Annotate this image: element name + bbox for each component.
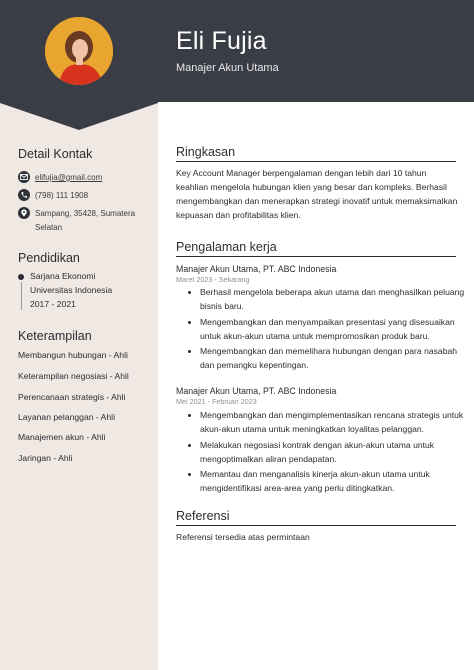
- education-bullet-dot: [18, 274, 24, 280]
- skill-item: Jaringan - Ahli: [18, 453, 73, 463]
- email-link[interactable]: elifujia@gmail.com: [35, 173, 103, 182]
- phone-icon: [18, 189, 30, 201]
- job-title: Manajer Akun Utama, PT. ABC Indonesia: [176, 264, 337, 274]
- education-years: 2017 - 2021: [30, 299, 76, 309]
- person-role: Manajer Akun Utama: [176, 62, 279, 74]
- job-bullet: • Melakukan negosiasi kontrak dengan akun-akun utama untuk mengoptimalkan aliran pendapatan.: [200, 438, 472, 466]
- summary-heading: Ringkasan: [176, 145, 456, 162]
- job-bullet: • Memantau dan menganalisis kinerja akun-akun utama untuk mengidentifikasi area-area yang perlu ditingkatkan.: [200, 467, 472, 495]
- person-name: Eli Fujia: [176, 27, 267, 55]
- phone-number: (798) 111 1908: [35, 191, 89, 200]
- job-bullet: • Mengembangkan dan memelihara hubungan dengan para nasabah dan pemangku kepentingan.: [200, 344, 472, 372]
- job-date: Mei 2021 - Februari 2023: [176, 397, 257, 406]
- address-text: Sampang, 35428, Sumatera Selatan: [35, 209, 136, 232]
- education-timeline-line: [21, 282, 22, 310]
- skills-heading: Keterampilan: [18, 329, 92, 343]
- email-icon: [18, 171, 30, 183]
- education-heading: Pendidikan: [18, 251, 80, 265]
- job-bullets: [186, 408, 472, 497]
- experience-heading: Pengalaman kerja: [176, 240, 456, 257]
- job-bullets: [186, 285, 472, 374]
- contact-heading: Detail Kontak: [18, 147, 93, 161]
- job-title: Manajer Akun Utama, PT. ABC Indonesia: [176, 386, 337, 396]
- skill-item: Perencanaan strategis - Ahli: [18, 392, 126, 402]
- sidebar-panel: [0, 102, 158, 670]
- location-pin-icon: [18, 207, 30, 219]
- education-degree: Sarjana Ekonomi: [30, 271, 96, 281]
- job-date: Maret 2023 - Sekarang: [176, 275, 250, 284]
- header-chevron: [0, 101, 158, 131]
- references-text: Referensi tersedia atas permintaan: [176, 532, 310, 542]
- summary-text: Key Account Manager berpengalaman dengan lebih dari 10 tahun keahlian mengelola hubungan klien yang besar dan kompleks. Berhasil mengembangkan dan menerapkan strategi inovatif untuk memaksimalkan kepuasan dan profitabilitas klien.: [176, 168, 458, 220]
- skill-item: Membangun hubungan - Ahli: [18, 350, 128, 360]
- skill-item: Layanan pelanggan - Ahli: [18, 412, 115, 422]
- job-bullet: • Berhasil mengelola beberapa akun utama dan menghasilkan peluang bisnis baru.: [200, 285, 472, 313]
- education-school: Universitas Indonesia: [30, 285, 113, 295]
- profile-photo: [45, 17, 113, 85]
- job-bullet: • Mengembangkan dan menyampaikan presentasi yang disesuaikan untuk akun-akun utama untuk mempromosikan produk baru.: [200, 315, 472, 343]
- skill-item: Keterampilan negosiasi - Ahli: [18, 371, 129, 381]
- skill-item: Manajemen akun - Ahli: [18, 432, 106, 442]
- job-bullet: • Mengembangkan dan mengimplementasikan rencana strategis untuk akun-akun utama untuk meningkatkan loyalitas pelanggan.: [200, 408, 472, 436]
- references-heading: Referensi: [176, 509, 456, 526]
